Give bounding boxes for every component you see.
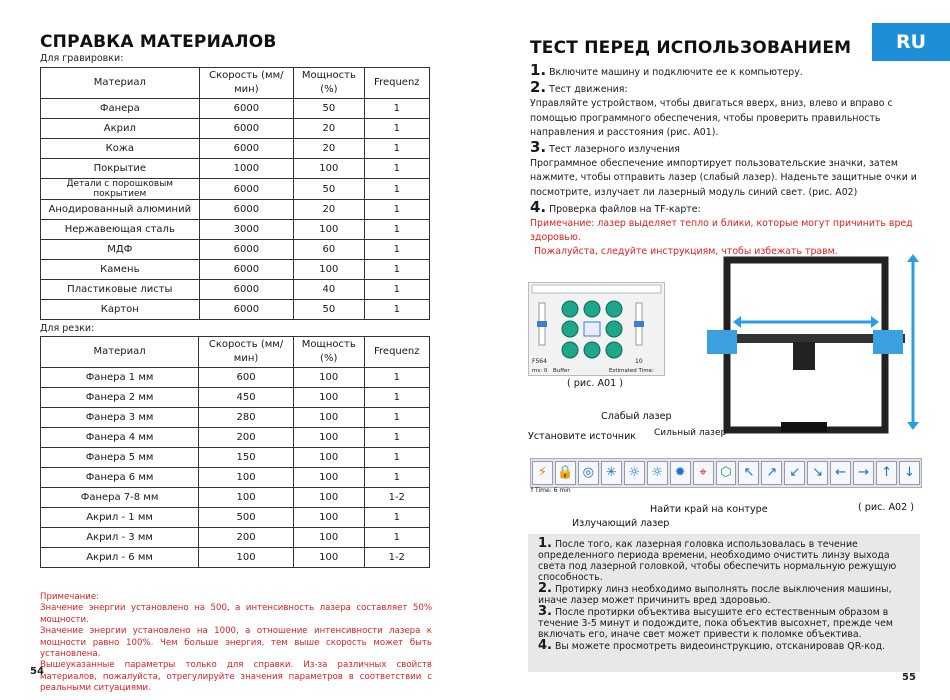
engrave-table-cell: 50 <box>294 179 364 200</box>
step-4-title: Проверка файлов на TF-карте: <box>549 203 701 215</box>
maintenance-box <box>528 534 920 672</box>
cut-table-cell: 100 <box>293 488 364 508</box>
motion-control-panel <box>528 282 665 376</box>
maint-item-3-number: 3. <box>538 604 552 619</box>
y-arrow-down-icon <box>907 422 919 430</box>
engrave-table-cell: Нержавеющая сталь <box>41 220 200 240</box>
panel-status-b: Buffer <box>553 368 570 374</box>
cut-table-cell: 1-2 <box>364 548 430 568</box>
cut-header-cell: Frequenz <box>364 337 430 368</box>
engrave-table-cell: МДФ <box>41 240 200 260</box>
step-3-header <box>530 140 920 157</box>
page-number-left: 54 <box>30 666 44 677</box>
cut-table-cell: 1 <box>364 448 430 468</box>
engrave-table-cell: 6000 <box>199 260 294 280</box>
cut-table-row <box>41 368 430 388</box>
engrave-table-cell: 1 <box>364 240 429 260</box>
arrow-up-icon[interactable]: ↑ <box>876 461 897 485</box>
maint-item-2-number: 2. <box>538 581 552 596</box>
engrave-header-cell: Материал <box>41 68 200 99</box>
panel-top-bar <box>532 285 661 293</box>
engrave-table-row <box>41 139 430 159</box>
warning-1: Примечание: лазер выделяет тепло и блики, которые могут причинить вред здоровью. <box>530 218 913 244</box>
cut-table-cell: Фанера 6 мм <box>41 468 199 488</box>
cut-table-row <box>41 388 430 408</box>
callout-set-source: Установите источник <box>528 431 637 442</box>
step-2-body: Управляйте устройством, чтобы двигаться вверх, вниз, влево и вправо с помощью программного обеспечения, чтобы проверить правильность направления и расстояния (рис. A01). <box>530 98 893 138</box>
cut-table-cell: 200 <box>199 528 294 548</box>
engrave-table-row <box>41 280 430 300</box>
cut-table-cell: 1 <box>364 408 430 428</box>
engrave-table-cell: 6000 <box>199 179 294 200</box>
engrave-table-cell: 1 <box>364 300 429 320</box>
cut-table-cell: 100 <box>293 468 364 488</box>
cut-table-cell: 100 <box>293 528 364 548</box>
engrave-table-cell: 100 <box>294 159 364 179</box>
move-down-button[interactable] <box>584 342 600 358</box>
maint-item-1-number: 1. <box>538 536 552 551</box>
machine-right-mount <box>873 330 903 354</box>
engrave-table-cell: 3000 <box>199 220 294 240</box>
maint-item-4-number: 4. <box>538 638 552 653</box>
step-4-number: 4. <box>530 197 547 216</box>
engrave-table-cell: 6000 <box>199 119 294 139</box>
engrave-table-cell: 50 <box>294 300 364 320</box>
note-line-3: Вышеуказанные параметры только для справки. Из-за различных свойств материалов, пожалуйста, отрегулируйте значения параметров в соответствии с реальными ситуациями. <box>40 660 432 694</box>
move-down-right-button[interactable] <box>606 342 622 358</box>
cut-table-cell: Фанера 1 мм <box>41 368 199 388</box>
laser-head <box>793 342 815 370</box>
cut-table-cell: 100 <box>293 508 364 528</box>
move-right-button[interactable] <box>606 321 622 337</box>
cut-table-row <box>41 548 430 568</box>
step-1-text: Включите машину и подключите ее к компьютеру. <box>549 67 803 78</box>
cut-header-cell: Мощность (%) <box>293 337 364 368</box>
engrave-table-cell: Фанера <box>41 99 200 119</box>
maint-item-2 <box>538 583 916 606</box>
cut-table-cell: 100 <box>293 408 364 428</box>
maintenance-list <box>538 538 916 652</box>
engrave-table-cell: 6000 <box>199 240 294 260</box>
engrave-table-cell: Детали с порошковым покрытием <box>41 179 200 200</box>
cut-table-cell: 100 <box>199 468 294 488</box>
x-arrow-right-icon <box>871 316 879 328</box>
x-arrow-left-icon <box>733 316 741 328</box>
engrave-header-cell: Скорость (мм/мин) <box>199 68 294 99</box>
panel-f-label: F564 <box>532 358 547 365</box>
cut-table-cell: 1 <box>364 388 430 408</box>
engrave-table-row <box>41 159 430 179</box>
engrave-header-row <box>41 68 430 99</box>
cut-table-cell: 100 <box>293 428 364 448</box>
cut-table-cell: 500 <box>199 508 294 528</box>
y-arrow-up-icon <box>907 254 919 262</box>
slider-left-thumb[interactable] <box>537 321 547 327</box>
step-2-header <box>530 80 920 97</box>
engrave-table-cell: 100 <box>294 260 364 280</box>
map-pin-icon[interactable]: ⌖ <box>693 461 714 485</box>
move-up-button[interactable] <box>584 301 600 317</box>
maint-item-3-text: После протирки объектива высушите его естественным образом в течение 3-5 минут и подождите, пока объектив высохнет, прежде чем включать его, иначе свет может привести к поломке объектива. <box>538 607 893 640</box>
medium-laser-icon[interactable]: ☼ <box>647 461 668 485</box>
cut-table-cell: Фанера 4 мм <box>41 428 199 448</box>
engrave-header-cell: Мощность (%) <box>294 68 364 99</box>
strong-laser-icon[interactable]: ✹ <box>670 461 691 485</box>
find-edge-icon[interactable]: ⬡ <box>716 461 737 485</box>
step-3-body: Программное обеспечение импортирует пользовательские значки, затем нажмите, чтобы отправить лазер (слабый лазер). Наденьте защитные очки и посмотрите, излучает ли лазерный модуль синий свет. (рис. A02) <box>530 158 917 198</box>
cut-table-row <box>41 408 430 428</box>
cut-table-cell: 100 <box>293 548 364 568</box>
toolbar-time: f Time: 6 min <box>531 487 571 494</box>
cut-table-cell: Фанера 2 мм <box>41 388 199 408</box>
cut-table-cell: Акрил - 3 мм <box>41 528 199 548</box>
callout-weak-laser: Слабый лазер <box>601 411 672 422</box>
motion-control-graphic <box>529 283 664 375</box>
slider-right-thumb[interactable] <box>634 321 644 327</box>
move-down-left-button[interactable] <box>562 342 578 358</box>
engrave-table-cell: Пластиковые листы <box>41 280 200 300</box>
engrave-table-cell: Покрытие <box>41 159 200 179</box>
cut-table-cell: 1 <box>364 468 430 488</box>
cut-table-cell: Акрил - 6 мм <box>41 548 199 568</box>
cut-header-row <box>41 337 430 368</box>
cut-table-cell: 1 <box>364 368 430 388</box>
engrave-table-cell: 40 <box>294 280 364 300</box>
engrave-table-cell: Кожа <box>41 139 200 159</box>
engrave-table-cell: 20 <box>294 119 364 139</box>
cut-table-cell: 1-2 <box>364 488 430 508</box>
arrow-left-icon[interactable]: ← <box>830 461 851 485</box>
cut-table-cell: Фанера 3 мм <box>41 408 199 428</box>
callout-emitting-laser: Излучающий лазер <box>572 518 670 529</box>
cut-table-row <box>41 508 430 528</box>
cut-table-row <box>41 528 430 548</box>
cut-label: Для резки: <box>40 323 95 334</box>
engrave-table-row <box>41 240 430 260</box>
figure-a02-caption: ( рис. A02 ) <box>858 502 915 513</box>
step-2-number: 2. <box>530 78 547 97</box>
engrave-table-row <box>41 200 430 220</box>
step-4-header <box>530 197 920 217</box>
cut-table-cell: 150 <box>199 448 294 468</box>
panel-ten-label: 10 <box>635 358 643 365</box>
note-block <box>40 592 432 695</box>
laser-toolbar <box>530 458 922 488</box>
cut-table-cell: 100 <box>199 488 294 508</box>
step-3-number: 3. <box>530 138 547 157</box>
cut-table-cell: 100 <box>293 368 364 388</box>
note-line-2: Значение энергии установлено на 1000, а отношение интенсивности лазера к мощности равно 100%. Чем больше энергия, тем выше скорость может быть установлена. <box>40 626 432 660</box>
cut-table-row <box>41 448 430 468</box>
lock-icon[interactable]: 🔒 <box>555 461 576 485</box>
engrave-table-cell: 60 <box>294 240 364 260</box>
engrave-table-row <box>41 99 430 119</box>
maint-item-4 <box>538 640 916 652</box>
engrave-table-row <box>41 220 430 240</box>
cut-table-cell: 280 <box>199 408 294 428</box>
emit-laser-icon[interactable]: ✳ <box>601 461 622 485</box>
step-3-title: Тест лазерного излучения <box>549 144 680 156</box>
maint-item-4-text: Вы можете просмотреть видеоинструкцию, отсканировав QR-код. <box>554 641 886 652</box>
weak-laser-icon[interactable]: ☼ <box>624 461 645 485</box>
arrow-down-icon[interactable]: ↓ <box>899 461 920 485</box>
panel-status-a: ms: 0 <box>532 368 548 374</box>
machine-controller-box <box>781 422 827 432</box>
engrave-table-cell: Камень <box>41 260 200 280</box>
engrave-table-cell: 20 <box>294 139 364 159</box>
engrave-table-cell: 1000 <box>199 159 294 179</box>
move-up-right-button[interactable] <box>606 301 622 317</box>
engrave-table-cell: 6000 <box>199 200 294 220</box>
maint-item-1 <box>538 538 916 583</box>
engrave-table-row <box>41 119 430 139</box>
engrave-header-cell: Frequenz <box>364 68 429 99</box>
cut-table-cell: 100 <box>293 448 364 468</box>
note-line-1: Значение энергии установлено на 500, а интенсивность лазера составляет 50% мощности. <box>40 603 432 625</box>
cut-table-row <box>41 488 430 508</box>
arrow-right-icon[interactable]: → <box>853 461 874 485</box>
lightning-icon[interactable]: ⚡ <box>532 461 553 485</box>
move-up-left-button[interactable] <box>562 301 578 317</box>
engrave-table-row <box>41 179 430 200</box>
home-icon[interactable] <box>584 322 600 336</box>
engrave-table-cell: 6000 <box>199 280 294 300</box>
warning-2: Пожалуйста, следуйте инструкциям, чтобы избежать травм. <box>534 246 838 258</box>
cut-table-cell: 1 <box>364 508 430 528</box>
arrow-up-right-icon[interactable]: ↗ <box>761 461 782 485</box>
engrave-table-row <box>41 300 430 320</box>
cut-header-cell: Материал <box>41 337 199 368</box>
step-2-title: Тест движения: <box>549 84 628 96</box>
engrave-table <box>40 67 430 320</box>
panel-status-c: Estimated Time: <box>609 368 654 374</box>
engrave-table-cell: 6000 <box>199 300 294 320</box>
maint-item-3 <box>538 606 916 640</box>
engrave-table-cell: 1 <box>364 280 429 300</box>
cut-table-cell: 450 <box>199 388 294 408</box>
figure-a01-caption: ( рис. A01 ) <box>567 378 624 389</box>
engrave-table-row <box>41 260 430 280</box>
engrave-table-cell: 1 <box>364 159 429 179</box>
cut-table-cell: 100 <box>293 388 364 408</box>
cut-table <box>40 336 430 568</box>
language-badge: RU <box>872 23 950 61</box>
engrave-table-cell: 1 <box>364 119 429 139</box>
cut-table-row <box>41 468 430 488</box>
arrow-down-right-icon[interactable]: ↘ <box>807 461 828 485</box>
engrave-table-cell: Картон <box>41 300 200 320</box>
set-source-icon[interactable]: ◎ <box>578 461 599 485</box>
engrave-table-cell: 6000 <box>199 139 294 159</box>
cut-table-cell: 200 <box>199 428 294 448</box>
machine-left-mount <box>707 330 737 354</box>
engrave-table-cell: Анодированный алюминий <box>41 200 200 220</box>
engrave-table-cell: 1 <box>364 260 429 280</box>
maint-item-1-text: После того, как лазерная головка использовалась в течение определенного периода времени, необходимо очистить линзу выхода света под лазерной головкой, чтобы обеспечить нормальную режущую способность. <box>538 539 897 583</box>
callout-strong-laser: Сильный лазер <box>654 428 727 438</box>
laser-machine-illustration <box>705 252 920 442</box>
maint-item-2-text: Протирку линз необходимо выполнять после выключения машины, иначе лазер может причинить вред здоровью. <box>538 584 892 606</box>
move-left-button[interactable] <box>562 321 578 337</box>
callout-find-edge: Найти край на контуре <box>650 504 768 515</box>
engrave-label: Для гравировки: <box>40 53 124 64</box>
cut-header-cell: Скорость (мм/мин) <box>199 337 294 368</box>
engrave-table-cell: 1 <box>364 220 429 240</box>
test-steps <box>530 63 920 260</box>
page-title-materials: СПРАВКА МАТЕРИАЛОВ <box>40 32 277 52</box>
cut-table-row <box>41 428 430 448</box>
cut-table-cell: 100 <box>199 548 294 568</box>
engrave-table-cell: 6000 <box>199 99 294 119</box>
step-1-number: 1. <box>530 61 547 79</box>
cut-table-cell: 600 <box>199 368 294 388</box>
cut-table-cell: Фанера 5 мм <box>41 448 199 468</box>
arrow-down-left-icon[interactable]: ↙ <box>784 461 805 485</box>
arrow-up-left-icon[interactable]: ↖ <box>738 461 759 485</box>
cut-table-cell: 1 <box>364 528 430 548</box>
page-number-right: 55 <box>902 672 916 683</box>
engrave-table-cell: 100 <box>294 220 364 240</box>
cut-table-cell: Акрил - 1 мм <box>41 508 199 528</box>
engrave-table-cell: 1 <box>364 139 429 159</box>
cut-table-cell: 1 <box>364 428 430 448</box>
cut-table-cell: Фанера 7-8 мм <box>41 488 199 508</box>
engrave-table-cell: 1 <box>364 99 429 119</box>
engrave-table-cell: Акрил <box>41 119 200 139</box>
engrave-table-cell: 50 <box>294 99 364 119</box>
note-title: Примечание: <box>40 592 100 602</box>
engrave-table-cell: 20 <box>294 200 364 220</box>
engrave-table-cell: 1 <box>364 200 429 220</box>
engrave-table-cell: 1 <box>364 179 429 200</box>
step-1 <box>530 63 920 80</box>
page-title-test: ТЕСТ ПЕРЕД ИСПОЛЬЗОВАНИЕМ <box>530 38 852 58</box>
